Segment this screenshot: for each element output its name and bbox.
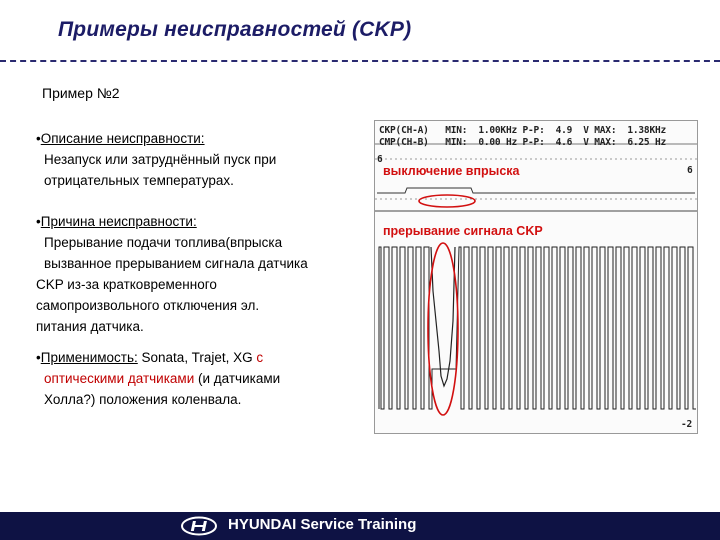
- applicability-red-1: с: [256, 350, 264, 365]
- cause-line-4: самопроизвольного отключения эл.: [36, 298, 260, 313]
- applicability-bullet: •: [36, 350, 41, 365]
- cause-bullet: •: [36, 214, 41, 229]
- description-heading: Описание неисправности:: [40, 131, 205, 146]
- cmp-trace: [377, 188, 695, 193]
- hyundai-logo-icon: [180, 516, 218, 536]
- osc-marker-bottom: -2: [681, 419, 693, 430]
- description-line-2: отрицательных температурах.: [44, 173, 234, 188]
- ckp-interruption-ellipse: [428, 243, 458, 415]
- oscilloscope-screenshot: [374, 120, 698, 434]
- annotation-ckp-interruption: прерывание сигнала CKP: [383, 224, 543, 238]
- footer-brand: HYUNDAI Service Training: [228, 516, 417, 533]
- annotation-injection-off: выключение впрыска: [383, 164, 520, 178]
- ckp-trace: [379, 247, 696, 409]
- cause-line-2: вызванное прерыванием сигнала датчика: [44, 256, 308, 271]
- ckp-signal-dropout: [431, 247, 455, 386]
- cause-line-5: питания датчика.: [36, 319, 144, 334]
- osc-row-ch-b: CMP(CH-B) MIN: 0.00 Hz P-P: 4.6 V MAX: 6.25 Hz: [379, 137, 667, 148]
- applicability-red-2: оптическими датчиками: [44, 371, 195, 386]
- applicability-heading: Применимость:: [40, 350, 138, 365]
- applicability-rest-2: Холла?) положения коленвала.: [44, 392, 242, 407]
- title-divider: [0, 60, 720, 62]
- footer-bar: [0, 512, 720, 540]
- description-bullet: •: [36, 131, 41, 146]
- osc-marker-left: 6: [377, 154, 383, 165]
- applicability-block: [36, 347, 280, 410]
- description-line-1: Незапуск или затруднённый пуск при: [44, 152, 277, 167]
- applicability-models: Sonata, Trajet, XG: [137, 350, 257, 365]
- applicability-rest-1: (и датчиками: [194, 371, 281, 386]
- cause-line-3: CKP из-за кратковременного: [36, 277, 217, 292]
- ckp-square-wave: [379, 247, 696, 409]
- cause-heading: Причина неисправности:: [40, 214, 197, 229]
- injection-cutoff-ellipse: [419, 195, 475, 207]
- osc-row-ch-a: CKP(CH-A) MIN: 1.00KHz P-P: 4.9 V MAX: 1.38KHz: [379, 125, 667, 136]
- example-label: Пример №2: [42, 85, 120, 101]
- cause-line-1: Прерывание подачи топлива(впрыска: [44, 235, 283, 250]
- cause-block: [36, 211, 308, 337]
- osc-marker-right: 6: [687, 165, 693, 176]
- page-title: Примеры неисправностей (CKP): [58, 18, 412, 41]
- description-block: [36, 128, 276, 191]
